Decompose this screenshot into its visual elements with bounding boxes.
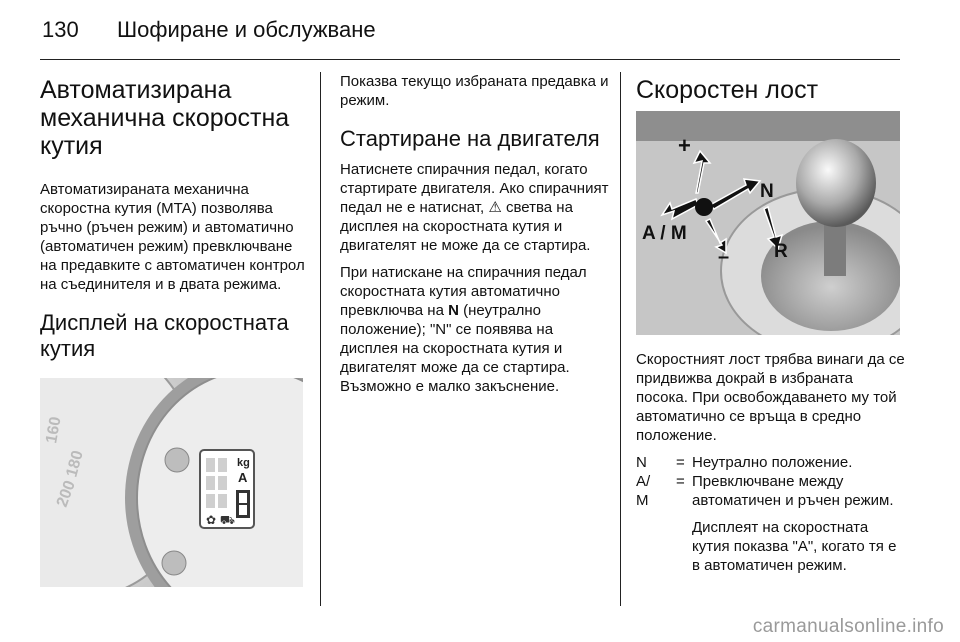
- watermark: carmanualsonline.info: [752, 616, 944, 637]
- lever-reverse-label: R: [774, 241, 788, 262]
- column-2: [340, 72, 610, 404]
- lever-description: Скоростният лост трябва винаги да се придвижва докрай в избраната посока. При освобождаването му той автоматично се връща в средно положение.: [636, 351, 905, 444]
- neutral-symbol: N: [448, 302, 459, 319]
- column-1: [40, 72, 305, 370]
- def-eq: =: [676, 473, 685, 490]
- mta-intro: Автоматизираната механична скоростна кутия (MTA) позволява ръчно (ръчен режим) и автоматично (автоматичен режим) превключване на предавките с автоматичен контрол на съединителя и в двата режима.: [40, 181, 305, 293]
- header-rule: [40, 59, 900, 60]
- page-header: [0, 0, 960, 60]
- gauge-tick-label: 200: [53, 478, 79, 510]
- def-eq: =: [676, 454, 685, 471]
- display-mode-label: A: [238, 470, 248, 485]
- lever-neutral-label: N: [760, 181, 774, 202]
- section-heading-display: Дисплей на скоростната кутия: [40, 310, 289, 361]
- column-divider: [620, 72, 621, 606]
- transmission-display-figure: [40, 378, 303, 587]
- engine-start-paragraph-2: [340, 263, 610, 396]
- lever-am-label: A / M: [642, 223, 687, 244]
- gear-lever-illustration: [636, 111, 900, 335]
- engine-start-paragraph-1: [340, 160, 610, 255]
- section-heading-lever: Скоростен лост: [636, 76, 819, 104]
- engine-start-text: Натиснете спирачния педал, когато стартирате двигателя. Ако спирачният педал не е натиснат,: [340, 161, 609, 216]
- automatic-mode-note: Дисплеят на скоростната кутия показва "A", когато тя е в автоматичен режим.: [692, 519, 897, 574]
- instrument-cluster-illustration: [40, 378, 303, 587]
- lever-plus-label: +: [678, 133, 691, 158]
- page-number: 130: [42, 17, 79, 42]
- display-unit-label: kg: [237, 457, 250, 469]
- lever-position-list: [636, 453, 906, 510]
- list-item: [636, 472, 906, 510]
- section-heading-mta: Автоматизирана механична скоростна кутия: [40, 76, 290, 160]
- svg-text:✿ ⛟: ✿ ⛟: [206, 513, 235, 527]
- brake-foot-icon: ⚠: [488, 199, 502, 216]
- column-divider: [320, 72, 321, 606]
- def-value: Превключване между автоматичен и ръчен режим.: [692, 473, 894, 509]
- display-description: Показва текущо избраната предавка и режим.: [340, 73, 609, 109]
- list-item: [636, 453, 906, 472]
- def-value: Неутрално положение.: [692, 454, 853, 471]
- gear-lever-figure: [636, 111, 900, 335]
- gauge-tick-label: 180: [63, 448, 87, 480]
- column-3-text: [636, 350, 906, 583]
- section-heading-engine-start: Стартиране на двигателя: [340, 126, 600, 151]
- header-title: Шофиране и обслужване: [117, 17, 376, 42]
- engine-start-text-continued: светва на дисплея на скоростната кутия и двигателят не може да се стартира.: [340, 199, 591, 254]
- lever-minus-label: –: [718, 246, 730, 268]
- def-key: A/ M: [636, 473, 651, 509]
- def-key: N: [636, 454, 647, 471]
- neutral-text-after: (неутрално положение); "N" се появява на дисплея на скоростната кутия и двигателят може да се стартира. Възможно е малко закъснение.: [340, 302, 570, 395]
- neutral-text-before: При натискане на спирачния педал скоростната кутия автоматично превключва на: [340, 264, 587, 319]
- gauge-tick-label: 160: [43, 415, 65, 445]
